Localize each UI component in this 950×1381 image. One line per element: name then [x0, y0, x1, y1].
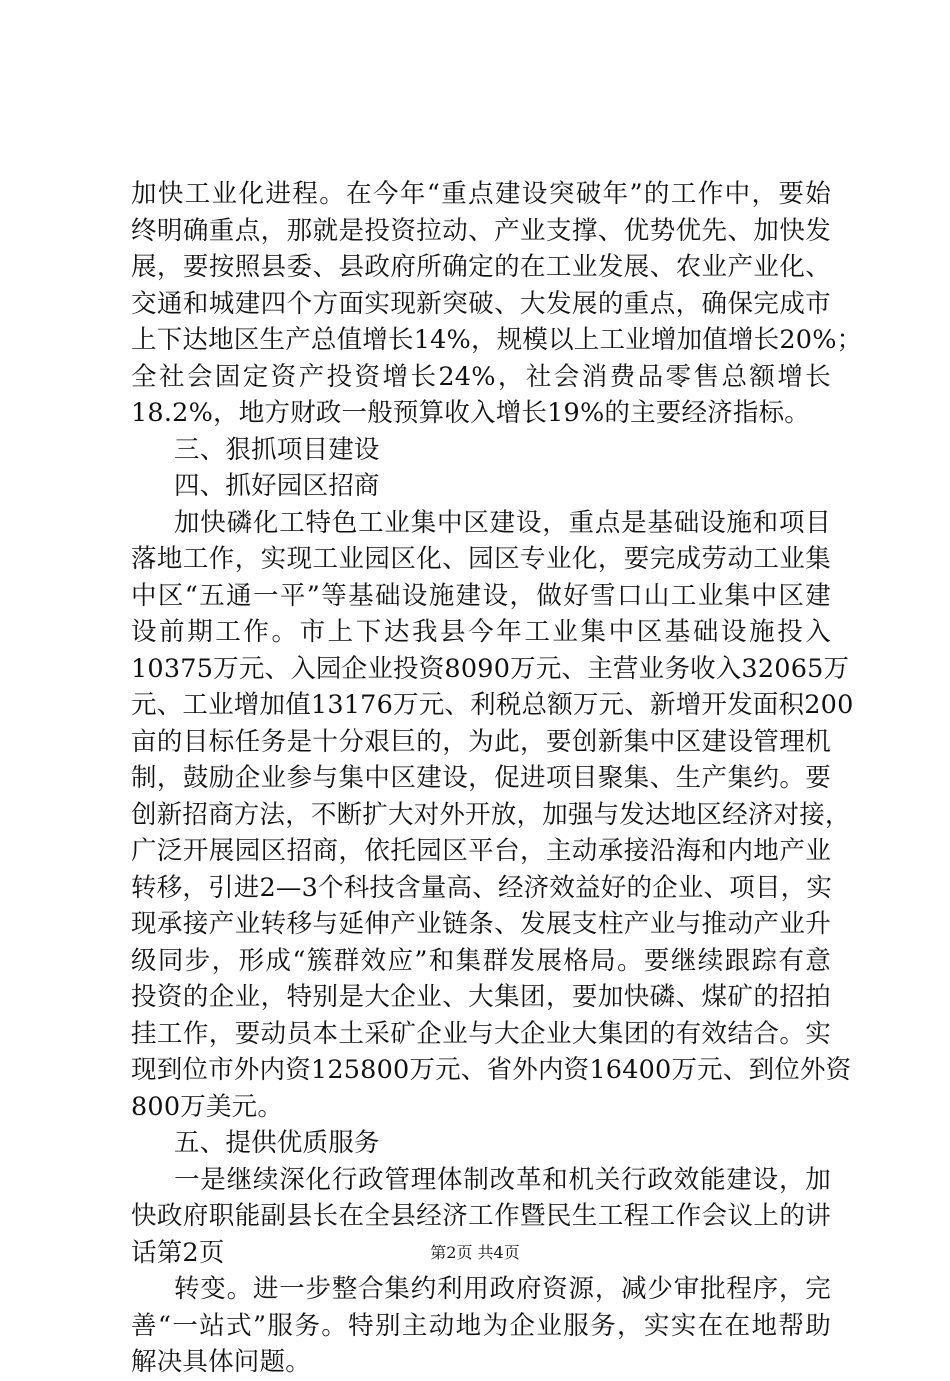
- text-line: 中区“五通一平”等基础设施建设，做好雪口山工业集中区建: [131, 580, 831, 611]
- section-heading-5: 五、提供优质服务: [174, 1128, 380, 1158]
- text-line: 设前期工作。市上下达我县今年工业集中区基础设施投入: [131, 617, 831, 647]
- text-line: 广泛开展园区招商，依托园区平台，主动承接沿海和内地产业: [131, 836, 831, 866]
- text-line: 800万美元。: [131, 1091, 284, 1122]
- text-line: 加快工业化进程。在今年“重点建设突破年”的工作中，要始: [131, 179, 831, 209]
- text-line: 元、工业增加值13176万元、利税总额万元、新增开发面积200: [131, 690, 854, 720]
- text-line: 投资的企业，特别是大企业、大集团，要加快磷、煤矿的招拍: [131, 982, 831, 1012]
- text-line: 交通和城建四个方面实现新突破、大发展的重点，确保完成市: [131, 288, 831, 319]
- section-heading-3: 三、狠抓项目建设: [174, 434, 380, 465]
- text-line: 快政府职能副县长在全县经济工作暨民生工程工作会议上的讲: [131, 1201, 831, 1231]
- text-line: 解决具体问题。: [131, 1347, 311, 1377]
- text-line: 亩的目标任务是十分艰巨的，为此，要创新集中区建设管理机: [131, 726, 831, 757]
- text-line: 级同步，形成“簇群效应”和集群发展格局。要继续跟踪有意: [131, 945, 831, 976]
- document-body: [131, 176, 863, 1381]
- text-line: 加快磷化工特色工业集中区建设，重点是基础设施和项目: [174, 507, 831, 538]
- section-heading-4: 四、抓好园区招商: [174, 471, 380, 501]
- text-line: 现到位市外内资125800万元、省外内资16400万元、到位外资: [131, 1055, 852, 1085]
- text-line: 一是继续深化行政管理体制改革和机关行政效能建设，加: [174, 1164, 831, 1195]
- text-line: 现承接产业转移与延伸产业链条、发展支柱产业与推动产业升: [131, 909, 831, 939]
- text-line: 10375万元、入园企业投资8090万元、主营业务收入32065万: [131, 653, 850, 684]
- text-line: 落地工作，实现工业园区化、园区专业化，要完成劳动工业集: [131, 544, 831, 574]
- text-line: 转变。进一步整合集约利用政府资源，减少审批程序，完: [174, 1274, 831, 1304]
- text-line: 挂工作，要动员本土采矿企业与大企业大集团的有效结合。实: [131, 1018, 831, 1049]
- text-line: 转移，引进2—3个科技含量高、经济效益好的企业、项目，实: [131, 872, 833, 903]
- text-line: 18.2%，地方财政一般预算收入增长19%的主要经济指标。: [131, 398, 810, 428]
- text-line: 创新招商方法，不断扩大对外开放，加强与发达地区经济对接，: [131, 799, 851, 830]
- text-line: 上下达地区生产总值增长14%，规模以上工业增加值增长20%；: [131, 325, 863, 355]
- text-line: 终明确重点，那就是投资拉动、产业支撑、优势优先、加快发: [131, 215, 831, 246]
- page-footer: 第2页 共4页: [430, 1243, 520, 1262]
- text-line: 全社会固定资产投资增长24%，社会消费品零售总额增长: [131, 361, 831, 392]
- text-line: 展，要按照县委、县政府所确定的在工业发展、农业产业化、: [131, 252, 831, 282]
- text-line: 善“一站式”服务。特别主动地为企业服务，实实在在地帮助: [131, 1310, 831, 1341]
- text-line: 制，鼓励企业参与集中区建设，促进项目聚集、生产集约。要: [131, 763, 831, 793]
- text-line: 话第2页: [131, 1237, 225, 1268]
